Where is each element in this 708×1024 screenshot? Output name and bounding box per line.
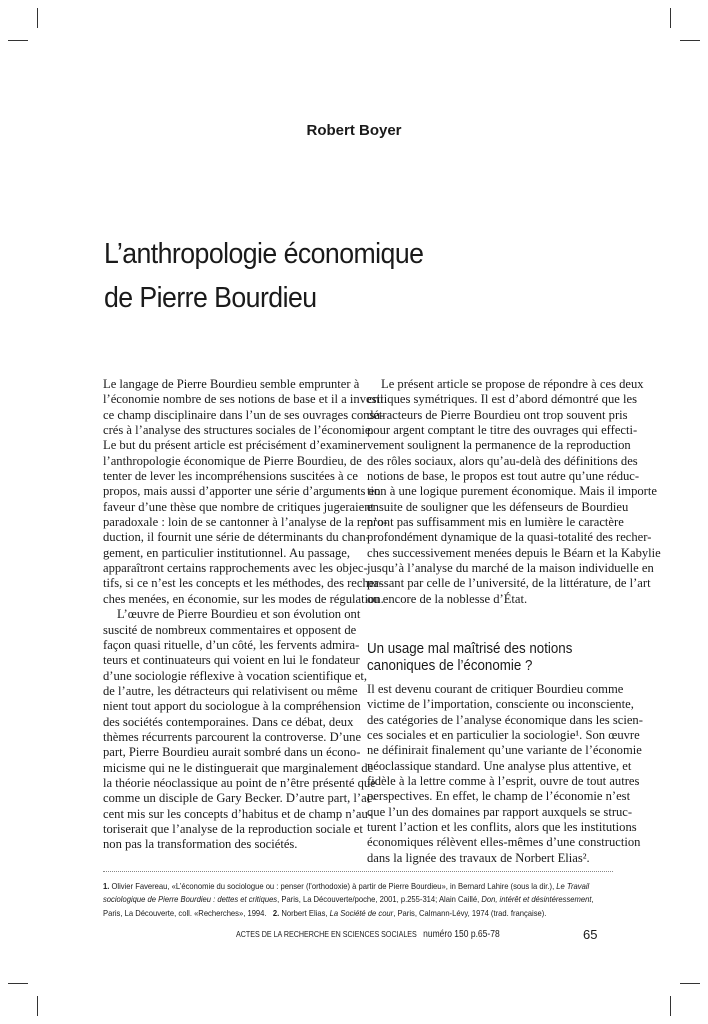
text-line: turent l’action et les conflits, alors que les institutions <box>367 820 637 835</box>
footnote-text: , Paris, Calmann-Lévy, 1974 (trad. française). <box>393 907 547 918</box>
text-line: suscité de nombreux commentaires et opposent de <box>103 622 357 637</box>
text-line: Le but du présent article est précisément d’examiner <box>103 438 368 453</box>
text-line: économiques rélèvent elles-mêmes d’une construction <box>367 835 641 850</box>
text-line: non pas la transformation des sociétés. <box>103 837 298 852</box>
article-title <box>104 232 423 320</box>
text-line: notions de base, le propos est tout autre qu’une réduc- <box>367 469 640 484</box>
text-line: toriserait que l’analyse de la reproduction sociale et <box>103 821 363 836</box>
text-line: des sociétés contemporaines. Dans ce débat, deux <box>103 714 354 729</box>
crop-mark <box>37 996 38 1016</box>
footnote-text: , Paris, La Découverte/poche, 2001, p.255-314; Alain Caillé, <box>277 894 480 905</box>
left-column <box>103 377 388 853</box>
text-line: des catégories de l’analyse économique dans les scien- <box>367 712 643 727</box>
text-line: comme un disciple de Gary Becker. D’autre part, l’ac- <box>103 791 377 806</box>
paragraph <box>367 377 661 607</box>
text-line: dans la lignée des travaux de Norbert Elias². <box>367 850 590 865</box>
text-line: perspectives. En effet, le champ de l’économie n’est <box>367 789 631 804</box>
text-line: pour argent comptant le titre des ouvrages qui effecti- <box>367 423 638 438</box>
text-line: de l’autre, les détracteurs qui relativisent ou même <box>103 683 358 698</box>
section-heading-line: canoniques de l’économie ? <box>367 658 533 674</box>
text-line: ou encore de la noblesse d’État. <box>367 591 528 606</box>
crop-mark <box>37 8 38 28</box>
text-line: fidèle à la lettre comme à l’esprit, ouvre de tout autres <box>367 774 640 789</box>
text-line: des rôles sociaux, alors qu’au-delà des définitions des <box>367 453 638 468</box>
text-line: l’économie nombre de ses notions de base et il a investi <box>103 392 384 407</box>
text-line: jusqu’à l’analyse du marché de la maison individuelle en <box>367 561 654 576</box>
footnote-title: La Société de cour <box>329 907 394 918</box>
text-line: ensuite de souligner que les défenseurs de Bourdieu <box>367 499 629 514</box>
text-line: détracteurs de Pierre Bourdieu ont trop souvent pris <box>367 407 628 422</box>
text-line: que l’un des domaines par rapport auxquels se struc- <box>367 804 633 819</box>
text-line: crés à l’analyse des structures sociales de l’économie. <box>103 423 374 438</box>
crop-mark <box>680 40 700 41</box>
footnote-title: Le Travail sociologique de Pierre Bourdieu : dettes et critiques <box>103 881 590 905</box>
crop-mark <box>670 996 671 1016</box>
footnote-text: , Paris, La Découverte, coll. «Recherches», 1994. <box>103 894 594 918</box>
text-line: gement, en particulier institutionnel. Au passage, <box>103 545 350 560</box>
crop-mark <box>8 40 28 41</box>
footnote-text: Olivier Favereau, «L’économie du sociologue ou : penser (l’orthodoxie) à partir de Pierre Bourdieu», in Bernard Lahire (sous la dir.), <box>111 881 555 891</box>
paragraph <box>367 682 643 866</box>
footnote-number: 2. <box>272 907 280 918</box>
text-line: la théorie néoclassique au point de n’être présenté que <box>103 775 376 790</box>
text-line: tion à une logique purement économique. Mais il importe <box>367 484 657 499</box>
issue-info: numéro 150 p.65-78 <box>423 929 500 940</box>
text-line: Le langage de Pierre Bourdieu semble emprunter à <box>103 377 360 391</box>
right-column <box>367 377 661 607</box>
text-line: L’œuvre de Pierre Bourdieu et son évolution ont <box>117 607 361 622</box>
text-line: apparaîtront certains rapprochements avec les objec- <box>103 561 368 576</box>
title-line: L’anthropologie économique <box>104 238 424 270</box>
text-line: duction, il fournit une série de déterminants du chan- <box>103 530 370 545</box>
paragraph <box>103 377 388 607</box>
text-line: paradoxale : loin de se cantonner à l’analyse de la repro- <box>103 515 388 530</box>
section-body <box>367 682 643 866</box>
crop-mark <box>670 8 671 28</box>
text-line: tenter de lever les incompréhensions suscitées à ce <box>103 469 358 484</box>
text-line: ches successivement menées depuis le Béarn et la Kabylie <box>367 545 661 560</box>
section-heading <box>367 641 572 675</box>
text-line: Il est devenu courant de critiquer Bourdieu comme <box>367 682 624 696</box>
text-line: thèmes récurrents parcourent la controverse. D’une <box>103 729 362 744</box>
text-line: propos, mais aussi d’apporter une série d’arguments en <box>103 484 381 499</box>
footnotes <box>103 880 613 920</box>
text-line: Le présent article se propose de répondre à ces deux <box>381 377 644 391</box>
running-footer <box>236 929 500 940</box>
text-line: critiques symétriques. Il est d’abord démontré que les <box>367 392 637 407</box>
title-line: de Pierre Bourdieu <box>104 282 317 314</box>
footnote-divider <box>103 871 613 872</box>
text-line: passant par celle de l’université, de la littérature, de l’art <box>367 576 651 591</box>
text-line: part, Pierre Bourdieu aurait sombré dans un écono- <box>103 745 361 760</box>
text-line: teurs et continuateurs qui voient en lui le fondateur <box>103 653 360 668</box>
text-line: façon quasi rituelle, d’un côté, les fervents admira- <box>103 637 360 652</box>
text-line: vement soulignent la permanence de la reproduction <box>367 438 631 453</box>
text-line: victime de l’importation, consciente ou inconsciente, <box>367 697 634 712</box>
text-line: l’anthropologie économique de Pierre Bourdieu, de <box>103 453 362 468</box>
text-line: tifs, si ce n’est les concepts et les méthodes, des recher- <box>103 576 383 591</box>
text-line: d’une sociologie réflexive à vocation scientifique et, <box>103 668 368 683</box>
text-line: ne définirait finalement qu’une variante de l’économie <box>367 743 642 758</box>
text-line: n’ont pas suffisamment mis en lumière le caractère <box>367 515 624 530</box>
section-heading-line: Un usage mal maîtrisé des notions <box>367 641 573 657</box>
footnote-text: Norbert Elias, <box>281 907 328 918</box>
footnote-number: 1. <box>103 881 110 891</box>
text-line: ches menées, en économie, sur les modes de régulation. <box>103 591 384 606</box>
journal-name: ACTES DE LA RECHERCHE EN SCIENCES SOCIALES <box>236 929 417 939</box>
text-line: micisme qui ne le distinguerait que marginalement de <box>103 760 374 775</box>
page-number: 65 <box>583 927 598 942</box>
text-line: faveur d’une thèse que nombre de critiques jugeraient <box>103 499 375 514</box>
author-name: Robert Boyer <box>306 122 402 139</box>
paragraph <box>103 607 377 853</box>
crop-mark <box>8 983 28 984</box>
crop-mark <box>680 983 700 984</box>
text-line: cent mis sur les concepts d’habitus et de champ n’au- <box>103 806 372 821</box>
text-line: nient tout apport du sociologue à la compréhension <box>103 699 361 714</box>
text-line: néoclassique standard. Une analyse plus attentive, et <box>367 758 632 773</box>
text-line: ce champ disciplinaire dans l’un de ses ouvrages consa- <box>103 407 385 422</box>
footnote-title: Don, intérêt et désintéressement <box>481 894 592 905</box>
text-line: ces sociales et en particulier la sociologie¹. Son œuvre <box>367 728 640 743</box>
text-line: profondément dynamique de la quasi-totalité des recher- <box>367 530 652 545</box>
